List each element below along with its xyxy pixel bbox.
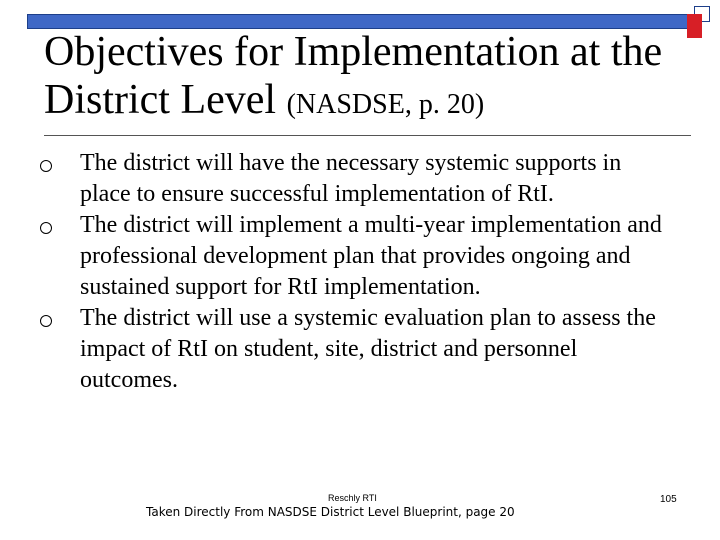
bullet-item [36, 148, 676, 210]
bullet-text: The district will use a systemic evaluation plan to assess the impact of RtI on student, site, district and personnel outcomes. [80, 305, 656, 393]
bullet-text: The district will implement a multi-year implementation and professional development plan that provides ongoing and sustained support for RtI implementation. [80, 212, 662, 300]
bullet-item [36, 210, 676, 303]
corner-accent-square [687, 14, 702, 38]
footer-source-citation: Taken Directly From NASDSE District Level Blueprint, page 20 [146, 505, 515, 519]
hollow-circle-bullet-icon [40, 222, 52, 234]
slide-title [44, 28, 684, 129]
title-accent-bar [27, 14, 688, 29]
bullet-text: The district will have the necessary systemic supports in place to ensure successful implementation of RtI. [80, 150, 622, 207]
slide-title-citation: (NASDSE, p. 20) [286, 89, 485, 120]
bullet-list [36, 148, 676, 396]
bullet-item [36, 303, 676, 396]
title-divider [44, 135, 691, 136]
slide-title-text: Objectives for Implementation at the District Level [44, 29, 663, 123]
hollow-circle-bullet-icon [40, 315, 52, 327]
hollow-circle-bullet-icon [40, 160, 52, 172]
footer-center-text: Reschly RTI [328, 493, 377, 503]
slide-number: 105 [660, 494, 677, 505]
